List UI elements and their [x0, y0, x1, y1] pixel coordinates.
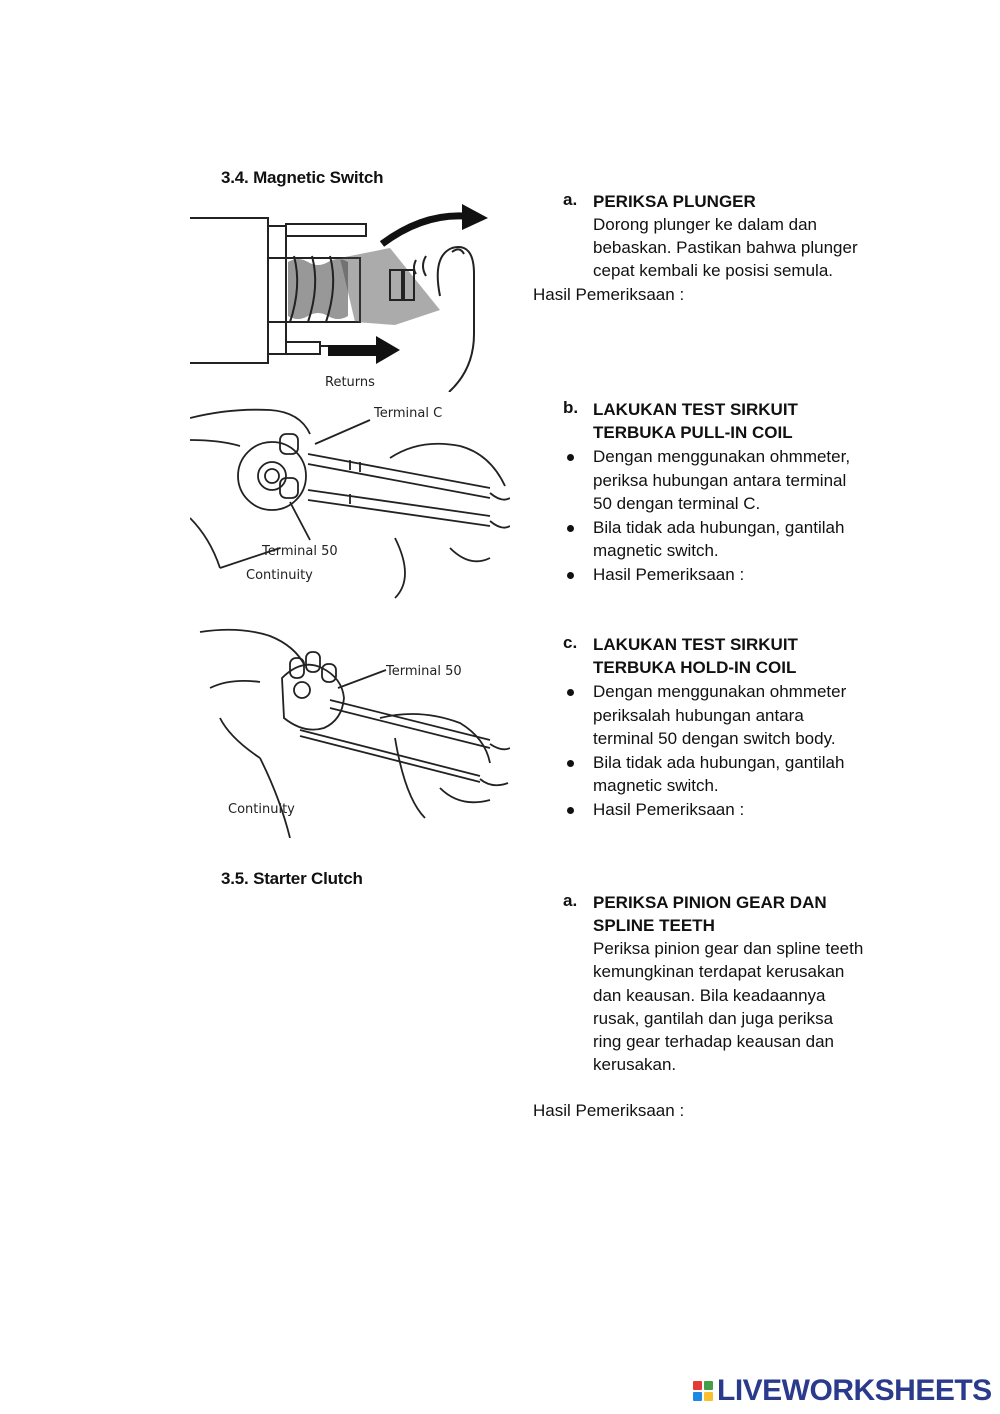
item-b-result-label: Hasil Pemeriksaan :	[593, 564, 745, 584]
item-b-bullet-2	[593, 516, 850, 563]
item-c-letter: c.	[563, 633, 578, 652]
bullet-icon	[567, 525, 574, 532]
item-a-result-label: Hasil Pemeriksaan :	[533, 285, 685, 304]
item-c-bullet-2	[593, 751, 846, 798]
item-c-title-line-2: TERBUKA HOLD-IN COIL	[593, 658, 797, 677]
liveworksheets-brand	[693, 1374, 992, 1408]
item-c-result-label: Hasil Pemeriksaan :	[593, 799, 745, 819]
returns-label: Returns	[325, 375, 375, 390]
item-b-bullet-1-line-1: Dengan menggunakan ohmmeter,	[593, 447, 851, 466]
continuity-label-fig3: Continuity	[228, 802, 295, 817]
item-c-bullet-list	[593, 680, 846, 821]
logo-cell	[693, 1381, 702, 1390]
item-b-bullet-2-line-2: magnetic switch.	[593, 541, 719, 560]
item-d-title-line-2: SPLINE TEETH	[593, 916, 715, 935]
liveworksheets-logo-icon	[693, 1381, 713, 1401]
bullet-icon	[567, 689, 574, 696]
item-b-title-line-2: TERBUKA PULL-IN COIL	[593, 423, 793, 442]
terminal-c-label: Terminal C	[374, 406, 443, 421]
item-c-bullet-1-line-1: Dengan menggunakan ohmmeter	[593, 682, 847, 701]
item-c-bullet-1-line-2: periksalah hubungan antara	[593, 705, 804, 725]
bullet-icon	[567, 760, 574, 767]
item-d-title-line-1: PERIKSA PINION GEAR DAN	[593, 893, 827, 912]
item-c-bullet-1	[593, 680, 846, 751]
plunger-figure	[190, 200, 500, 392]
bullet-icon	[567, 807, 574, 814]
item-b-bullet-1	[593, 445, 850, 516]
item-b-bullet-list	[593, 445, 850, 586]
item-d-line-4: rusak, gantilah dan juga periksa	[593, 1009, 834, 1028]
item-b-bullet-3	[593, 563, 850, 587]
section-heading-starter-clutch: 3.5. Starter Clutch	[221, 869, 363, 888]
item-d-line-6: kerusakan.	[593, 1055, 677, 1074]
item-c-bullet-2-line-1: Bila tidak ada hubungan, gantilah	[593, 752, 845, 772]
item-a-letter: a.	[563, 190, 578, 209]
item-b-letter: b.	[563, 398, 579, 417]
item-b-bullet-1-line-3: 50 dengan terminal C.	[593, 494, 761, 513]
continuity-label-fig2: Continuity	[246, 568, 313, 583]
item-b-bullet-2-line-1: Bila tidak ada hubungan, gantilah	[593, 517, 845, 537]
logo-cell	[693, 1392, 702, 1401]
item-d-line-5: ring gear terhadap keausan dan	[593, 1032, 835, 1051]
item-b-bullet-1-line-2: periksa hubungan antara terminal	[593, 470, 847, 490]
item-d-result-label: Hasil Pemeriksaan :	[533, 1101, 685, 1120]
item-a-line-1: Dorong plunger ke dalam dan	[593, 215, 817, 234]
pull-in-coil-figure	[190, 398, 510, 603]
item-d-line-3: dan keausan. Bila keadaannya	[593, 986, 826, 1005]
bullet-icon	[567, 454, 574, 461]
terminal-50-label-fig2: Terminal 50	[262, 544, 338, 559]
item-d-line-2: kemungkinan terdapat kerusakan	[593, 962, 845, 981]
section-heading-magnetic-switch: 3.4. Magnetic Switch	[221, 168, 384, 187]
item-c-bullet-2-line-2: magnetic switch.	[593, 776, 719, 795]
logo-cell	[704, 1392, 713, 1401]
item-d-letter: a.	[563, 891, 578, 910]
terminal-50-label-fig3: Terminal 50	[386, 664, 462, 679]
item-c-bullet-1-line-3: terminal 50 dengan switch body.	[593, 729, 836, 748]
item-a-line-2: bebaskan. Pastikan bahwa plunger	[593, 238, 858, 257]
item-a-line-3: cepat kembali ke posisi semula.	[593, 261, 834, 280]
item-c-title-line-1: LAKUKAN TEST SIRKUIT	[593, 635, 798, 654]
item-b-title-line-1: LAKUKAN TEST SIRKUIT	[593, 400, 798, 419]
liveworksheets-brand-text: LIVEWORKSHEETS	[717, 1374, 992, 1407]
item-d-line-1: Periksa pinion gear dan spline teeth	[593, 939, 864, 958]
bullet-icon	[567, 572, 574, 579]
item-c-bullet-3	[593, 798, 846, 822]
item-a-title: PERIKSA PLUNGER	[593, 192, 756, 211]
hold-in-coil-figure	[190, 628, 510, 838]
logo-cell	[704, 1381, 713, 1390]
